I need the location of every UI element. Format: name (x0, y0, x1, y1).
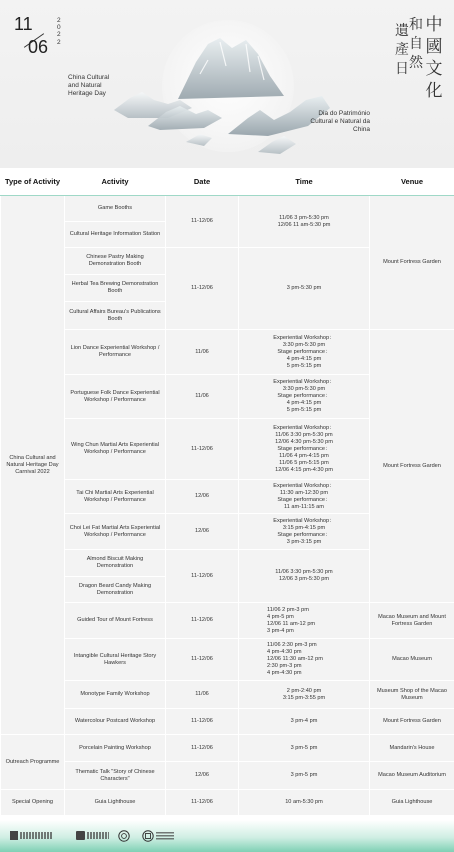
date-cell: 11-12/06 (166, 603, 239, 639)
activity-cell: Thematic Talk "Story of Chinese Characters" (65, 762, 166, 790)
table-row (1, 330, 454, 375)
activity-cell: Dragon Beard Candy Making Demonstration (65, 577, 166, 603)
type-cell: Special Opening (1, 790, 65, 816)
activity-cell: Guided Tour of Mount Fortress (65, 603, 166, 639)
time-cell: 11/06 3 pm-5:30 pm 12/06 11 am-5:30 pm (239, 196, 370, 248)
venue-cell: Macao Museum (370, 639, 454, 681)
table-header-row (1, 168, 454, 196)
venue-cell: Mandarin's House (370, 735, 454, 762)
table-row (1, 735, 454, 762)
column-header-time: Time (239, 168, 370, 196)
venue-cell: Mount Fortress Garden (370, 196, 454, 330)
date-cell: 12/06 (166, 514, 239, 550)
activity-cell: Lion Dance Experiential Workshop / Performance (65, 330, 166, 375)
date-cell: 11-12/06 (166, 419, 239, 480)
activity-cell: Portuguese Folk Dance Experiential Workshop / Performance (65, 375, 166, 419)
type-cell: Outreach Programme (1, 735, 65, 790)
table-row (1, 196, 454, 222)
world-heritage-logo (142, 830, 174, 841)
time-cell: 3 pm-5 pm (239, 762, 370, 790)
activity-cell: Tai Chi Martial Arts Experiential Workshop / Performance (65, 480, 166, 514)
moon-mountain-illustration (108, 14, 338, 164)
venue-cell: Guia Lighthouse (370, 790, 454, 816)
macao-museum-logo (76, 830, 109, 841)
time-cell: 11/06 2 pm-3 pm 4 pm-5 pm 12/06 11 am-12 pm 3 pm-4 pm (239, 603, 370, 639)
venue-cell: Museum Shop of the Macao Museum (370, 681, 454, 709)
heritage-emblem-logo (118, 830, 130, 841)
type-cell: China Cultural and Natural Heritage Day Carnival 2022 (1, 196, 65, 735)
title-portuguese: Dia do Património Cultural e Natural da China (310, 110, 370, 133)
activity-cell: Monotype Family Workshop (65, 681, 166, 709)
time-cell: 11/06 2:30 pm-3 pm 4 pm-4:30 pm 12/06 11:30 am-12 pm 2:30 pm-3 pm 4 pm-4:30 pm (239, 639, 370, 681)
date-cell: 11-12/06 (166, 735, 239, 762)
venue-cell: Macao Museum and Mount Fortress Garden (370, 603, 454, 639)
time-cell: 3 pm-5:30 pm (239, 248, 370, 330)
time-cell: Experiential Workshop： 11:30 am-12:30 pm Stage performance： 11 am-11:15 am (239, 480, 370, 514)
activity-cell: Chinese Pastry Making Demonstration Booth (65, 248, 166, 275)
time-cell: Experiential Workshop： 11/06 3:30 pm-5:30 pm 12/06 4:30 pm-5:30 pm Stage performance： 11/06 4 pm-4:15 pm 11/06 5 pm-5:15 pm 12/06 4:15 pm-4:30 pm (239, 419, 370, 480)
date-month: 11 (14, 14, 33, 34)
date-day: 06 (28, 37, 49, 57)
activity-cell: Cultural Heritage Information Station (65, 222, 166, 248)
date-cell: 11/06 (166, 681, 239, 709)
time-cell: 3 pm-4 pm (239, 709, 370, 735)
year-label: 2022 (57, 17, 62, 46)
time-cell: 2 pm-2:40 pm 3:15 pm-3:55 pm (239, 681, 370, 709)
date-cell: 12/06 (166, 480, 239, 514)
date-cell: 11-12/06 (166, 709, 239, 735)
title-chinese-col-1: 遺產日 (395, 23, 409, 77)
venue-cell: Macao Museum Auditorium (370, 762, 454, 790)
time-cell: 10 am-5:30 pm (239, 790, 370, 816)
column-header-date: Date (166, 168, 239, 196)
table-row (1, 762, 454, 790)
date-cell: 11-12/06 (166, 550, 239, 603)
date-cell: 12/06 (166, 762, 239, 790)
date-cell: 11/06 (166, 375, 239, 419)
title-english: China Cultural and Natural Heritage Day (68, 74, 110, 97)
activity-cell: Porcelain Painting Workshop (65, 735, 166, 762)
footer-logo-bar (0, 820, 454, 852)
column-header-type: Type of Activity (1, 168, 65, 196)
table-row (1, 709, 454, 735)
schedule-table (0, 168, 454, 816)
activity-cell: Game Booths (65, 196, 166, 222)
title-chinese-col-2: 和自然 (409, 17, 423, 71)
date-cell: 11-12/06 (166, 790, 239, 816)
table-row (1, 790, 454, 816)
time-cell: Experiential Workshop： 3:30 pm-5:30 pm Stage performance： 4 pm-4:15 pm 5 pm-5:15 pm (239, 375, 370, 419)
title-chinese-col-3: 中國文化 (425, 15, 443, 101)
date-cell: 11-12/06 (166, 248, 239, 330)
activity-cell: Guia Lighthouse (65, 790, 166, 816)
activity-cell: Almond Biscuit Making Demonstration (65, 550, 166, 577)
activity-cell: Intangible Cultural Heritage Story Hawkers (65, 639, 166, 681)
activity-cell: Herbal Tea Brewing Demonstration Booth (65, 275, 166, 302)
activity-cell: Wing Chun Martial Arts Experiential Workshop / Performance (65, 419, 166, 480)
column-header-activity: Activity (65, 168, 166, 196)
venue-cell: Mount Fortress Garden (370, 709, 454, 735)
institute-cultural-logo (10, 830, 52, 841)
column-header-venue: Venue (370, 168, 454, 196)
time-cell: Experiential Workshop： 3:15 pm-4:15 pm Stage performance： 3 pm-3:15 pm (239, 514, 370, 550)
activity-cell: Choi Lei Fat Martial Arts Experiential Workshop / Performance (65, 514, 166, 550)
activity-cell: Watercolour Postcard Workshop (65, 709, 166, 735)
table-row (1, 639, 454, 681)
venue-cell: Mount Fortress Garden (370, 330, 454, 603)
date-cell: 11-12/06 (166, 196, 239, 248)
table-row (1, 603, 454, 639)
table-row (1, 681, 454, 709)
time-cell: Experiential Workshop： 3:30 pm-5:30 pm Stage performance： 4 pm-4:15 pm 5 pm-5:15 pm (239, 330, 370, 375)
time-cell: 11/06 3:30 pm-5:30 pm 12/06 3 pm-5:30 pm (239, 550, 370, 603)
date-cell: 11-12/06 (166, 639, 239, 681)
poster-header (0, 0, 454, 168)
time-cell: 3 pm-5 pm (239, 735, 370, 762)
activity-cell: Cultural Affairs Bureau's Publications Booth (65, 302, 166, 330)
date-cell: 11/06 (166, 330, 239, 375)
